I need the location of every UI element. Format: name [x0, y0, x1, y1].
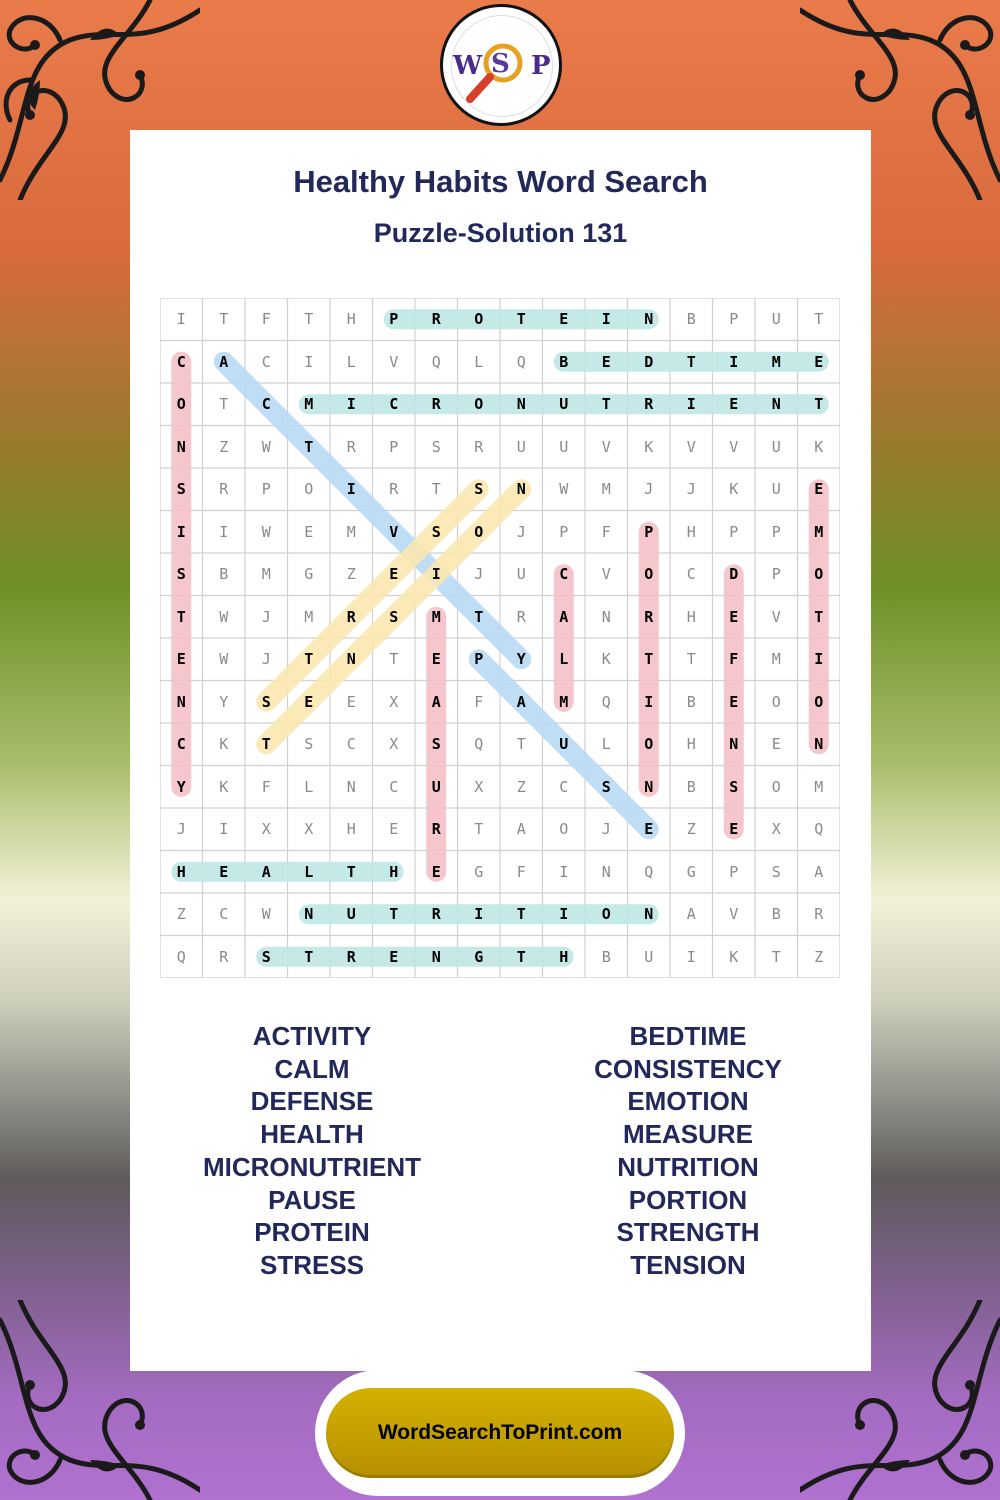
grid-cell[interactable]: Z	[219, 437, 229, 456]
grid-cell[interactable]: K	[219, 735, 229, 754]
grid-cell[interactable]: Q	[516, 352, 526, 371]
grid-cell[interactable]: L	[474, 352, 484, 371]
grid-cell[interactable]: M	[304, 607, 314, 626]
grid-cell[interactable]: T	[686, 650, 696, 669]
grid-cell[interactable]: Q	[814, 820, 824, 839]
grid-cell[interactable]: N	[304, 905, 314, 924]
grid-cell[interactable]: P	[729, 310, 739, 329]
grid-cell[interactable]: H	[346, 310, 356, 329]
grid-cell[interactable]: I	[474, 905, 484, 924]
grid-cell[interactable]: R	[644, 607, 654, 626]
grid-cell[interactable]: P	[559, 522, 569, 541]
grid-cell[interactable]: X	[389, 735, 399, 754]
grid-cell[interactable]: T	[431, 480, 441, 499]
grid-cell[interactable]: T	[516, 735, 526, 754]
grid-cell[interactable]: C	[176, 352, 186, 371]
grid-cell[interactable]: D	[644, 352, 654, 371]
grid-cell[interactable]: F	[729, 650, 739, 669]
grid-cell[interactable]: K	[219, 777, 229, 796]
grid-cell[interactable]: N	[346, 650, 356, 669]
grid-cell[interactable]: Z	[686, 820, 696, 839]
grid-cell[interactable]: S	[431, 522, 441, 541]
grid-cell[interactable]: J	[176, 820, 186, 839]
grid-cell[interactable]: L	[346, 352, 356, 371]
grid-cell[interactable]: E	[176, 650, 186, 669]
grid-cell[interactable]: D	[729, 565, 739, 584]
grid-cell[interactable]: H	[559, 947, 569, 966]
grid-cell[interactable]: P	[261, 480, 271, 499]
grid-cell[interactable]: S	[389, 607, 399, 626]
grid-cell[interactable]: R	[346, 947, 356, 966]
grid-cell[interactable]: O	[771, 692, 781, 711]
grid-cell[interactable]: M	[814, 777, 824, 796]
grid-cell[interactable]: S	[176, 565, 186, 584]
grid-cell[interactable]: M	[431, 607, 441, 626]
grid-cell[interactable]: U	[516, 437, 526, 456]
grid-cell[interactable]: I	[814, 650, 824, 669]
grid-cell[interactable]: S	[431, 437, 441, 456]
page-title: Healthy Habits Word Search	[293, 164, 708, 199]
grid-cell[interactable]: R	[431, 820, 441, 839]
grid-cell[interactable]: I	[346, 480, 356, 499]
site-logo[interactable]	[440, 4, 562, 126]
grid-cell[interactable]: O	[176, 395, 186, 414]
grid-cell[interactable]: E	[559, 310, 569, 329]
grid-cell[interactable]: K	[729, 480, 739, 499]
grid-cell[interactable]: M	[814, 522, 824, 541]
grid-cell[interactable]: P	[729, 862, 739, 881]
grid-cell[interactable]: N	[346, 777, 356, 796]
grid-cell[interactable]: M	[771, 650, 781, 669]
grid-cell[interactable]: T	[516, 947, 526, 966]
grid-cell[interactable]: B	[771, 905, 781, 924]
grid-cell[interactable]: K	[729, 947, 739, 966]
grid-cell[interactable]: R	[516, 607, 526, 626]
grid-cell[interactable]: Y	[219, 692, 229, 711]
word-list-item: MEASURE	[622, 1119, 753, 1150]
grid-cell[interactable]: U	[559, 395, 569, 414]
grid-cell[interactable]: O	[559, 820, 569, 839]
grid-cell[interactable]: N	[771, 395, 781, 414]
word-list-item: PROTEIN	[254, 1217, 370, 1248]
grid-cell[interactable]: T	[261, 735, 271, 754]
grid-cell[interactable]: U	[559, 437, 569, 456]
grid-cell[interactable]: U	[771, 310, 781, 329]
grid-cell[interactable]: A	[219, 352, 229, 371]
grid-cell[interactable]: V	[601, 437, 611, 456]
grid-cell[interactable]: O	[644, 735, 654, 754]
grid-cell[interactable]: Y	[176, 777, 186, 796]
grid-cell[interactable]: P	[389, 310, 399, 329]
grid-cell[interactable]: A	[261, 862, 271, 881]
word-list-right	[508, 1020, 868, 1282]
grid-cell[interactable]: F	[261, 310, 271, 329]
grid-cell[interactable]: C	[346, 735, 356, 754]
grid-cell[interactable]: O	[814, 692, 824, 711]
grid-cell[interactable]: B	[686, 777, 696, 796]
grid-cell[interactable]: E	[814, 352, 824, 371]
grid-cell[interactable]: M	[346, 522, 356, 541]
grid-cell[interactable]: N	[644, 777, 654, 796]
logo-letter-s: S	[491, 49, 510, 79]
word-list-item: PAUSE	[268, 1184, 356, 1215]
grid-cell[interactable]: J	[686, 480, 696, 499]
word-list-item: HEALTH	[260, 1119, 364, 1150]
grid-cell[interactable]: H	[346, 820, 356, 839]
grid-cell[interactable]: V	[729, 437, 739, 456]
grid-cell[interactable]: S	[431, 735, 441, 754]
grid-cell[interactable]: C	[686, 565, 696, 584]
logo-letter-w: W	[453, 51, 483, 81]
grid-cell[interactable]: B	[559, 352, 569, 371]
grid-cell[interactable]: C	[261, 352, 271, 371]
grid-cell[interactable]: A	[686, 905, 696, 924]
grid-cell[interactable]: F	[474, 692, 484, 711]
word-list-item: STRENGTH	[616, 1217, 760, 1248]
grid-cell[interactable]: L	[304, 862, 314, 881]
grid-cell[interactable]: N	[516, 395, 526, 414]
grid-cell[interactable]: I	[219, 820, 229, 839]
grid-cell[interactable]: T	[219, 310, 229, 329]
grid-cell[interactable]: S	[261, 692, 271, 711]
grid-cell[interactable]: T	[814, 607, 824, 626]
grid-cell[interactable]: O	[304, 480, 314, 499]
grid-cell[interactable]: Z	[814, 947, 824, 966]
grid-cell[interactable]: R	[644, 395, 654, 414]
grid-cell[interactable]: U	[516, 565, 526, 584]
grid-cell[interactable]: U	[346, 905, 356, 924]
word-list-item: NUTRITION	[617, 1151, 759, 1182]
grid-cell[interactable]: E	[389, 820, 399, 839]
grid-cell[interactable]: J	[474, 565, 484, 584]
grid-cell[interactable]: E	[601, 352, 611, 371]
grid-cell[interactable]: O	[474, 310, 484, 329]
grid-cell[interactable]: M	[304, 395, 314, 414]
grid-cell[interactable]: M	[261, 565, 271, 584]
grid-cell[interactable]: O	[601, 905, 611, 924]
grid-cell[interactable]: I	[729, 352, 739, 371]
grid-cell[interactable]: Z	[176, 905, 186, 924]
grid-cell[interactable]: U	[771, 480, 781, 499]
grid-cell[interactable]: P	[474, 650, 484, 669]
grid-cell[interactable]: C	[261, 395, 271, 414]
grid-cell[interactable]: R	[219, 947, 229, 966]
grid-cell[interactable]: B	[601, 947, 611, 966]
word-list-item: PORTION	[628, 1184, 748, 1215]
grid-cell[interactable]: E	[431, 862, 441, 881]
grid-cell[interactable]: Q	[431, 352, 441, 371]
grid-cell[interactable]: T	[219, 395, 229, 414]
grid-cell[interactable]: Q	[176, 947, 186, 966]
word-list-left	[132, 1020, 492, 1282]
grid-cell[interactable]: I	[644, 692, 654, 711]
grid-cell[interactable]: G	[474, 947, 484, 966]
grid-cell[interactable]: N	[601, 607, 611, 626]
grid-cell[interactable]: L	[601, 735, 611, 754]
grid-cell[interactable]: T	[346, 862, 356, 881]
grid-cell[interactable]: A	[431, 692, 441, 711]
grid-cell[interactable]: T	[814, 395, 824, 414]
grid-cell[interactable]: C	[389, 777, 399, 796]
grid-cell[interactable]: N	[644, 310, 654, 329]
grid-cell[interactable]: R	[346, 437, 356, 456]
grid-cell[interactable]: C	[219, 905, 229, 924]
grid-cell[interactable]: O	[644, 565, 654, 584]
grid-cell[interactable]: I	[601, 310, 611, 329]
grid-cell[interactable]: T	[516, 310, 526, 329]
grid-cell[interactable]: T	[601, 395, 611, 414]
grid-cell[interactable]: X	[474, 777, 484, 796]
word-search-grid	[160, 298, 840, 978]
grid-cell[interactable]: R	[431, 310, 441, 329]
grid-cell[interactable]: P	[729, 522, 739, 541]
grid-cell[interactable]: C	[559, 777, 569, 796]
grid-cell[interactable]: T	[686, 352, 696, 371]
grid-cell[interactable]: K	[644, 437, 654, 456]
grid-cell[interactable]: Y	[516, 650, 526, 669]
grid-cell[interactable]: W	[219, 607, 229, 626]
grid-cell[interactable]: O	[814, 565, 824, 584]
grid-cell[interactable]: F	[601, 522, 611, 541]
grid-cell[interactable]: O	[474, 395, 484, 414]
grid-cell[interactable]: V	[389, 522, 399, 541]
grid-cell[interactable]: E	[814, 480, 824, 499]
grid-cell[interactable]: T	[176, 607, 186, 626]
letter-grid	[160, 298, 840, 978]
grid-cell[interactable]: T	[516, 905, 526, 924]
grid-cell[interactable]: J	[601, 820, 611, 839]
grid-cell[interactable]: V	[729, 905, 739, 924]
grid-cell[interactable]: I	[559, 905, 569, 924]
grid-cell[interactable]: N	[729, 735, 739, 754]
grid-cell[interactable]: R	[814, 905, 824, 924]
grid-cell[interactable]: P	[644, 522, 654, 541]
grid-cell[interactable]: E	[729, 395, 739, 414]
grid-cell[interactable]: C	[389, 395, 399, 414]
grid-cell[interactable]: T	[644, 650, 654, 669]
grid-cell[interactable]: H	[176, 862, 186, 881]
grid-cell[interactable]: E	[729, 820, 739, 839]
grid-cell[interactable]: R	[474, 437, 484, 456]
grid-cell[interactable]: P	[389, 437, 399, 456]
grid-cell[interactable]: T	[304, 437, 314, 456]
grid-cell[interactable]: E	[219, 862, 229, 881]
grid-cell[interactable]: N	[431, 947, 441, 966]
grid-cell[interactable]: Q	[644, 862, 654, 881]
grid-cell[interactable]: G	[474, 862, 484, 881]
grid-cell[interactable]: I	[431, 565, 441, 584]
grid-cell[interactable]: S	[304, 735, 314, 754]
grid-cell[interactable]: I	[346, 395, 356, 414]
grid-cell[interactable]: S	[729, 777, 739, 796]
grid-cell[interactable]: T	[304, 947, 314, 966]
grid-cell[interactable]: J	[261, 607, 271, 626]
grid-cell[interactable]: A	[516, 820, 526, 839]
grid-cell[interactable]: I	[304, 352, 314, 371]
word-list-item: BEDTIME	[629, 1021, 747, 1051]
grid-cell[interactable]: E	[729, 607, 739, 626]
grid-cell[interactable]: C	[559, 565, 569, 584]
grid-cell[interactable]: S	[261, 947, 271, 966]
grid-cell[interactable]: X	[771, 820, 781, 839]
grid-cell[interactable]: E	[771, 735, 781, 754]
grid-cell[interactable]: U	[644, 947, 654, 966]
grid-cell[interactable]: T	[389, 650, 399, 669]
grid-cell[interactable]: A	[559, 607, 569, 626]
grid-cell[interactable]: N	[516, 480, 526, 499]
grid-cell[interactable]: C	[176, 735, 186, 754]
grid-cell[interactable]: V	[601, 565, 611, 584]
grid-cell[interactable]: Q	[474, 735, 484, 754]
grid-cell[interactable]: E	[431, 650, 441, 669]
grid-cell[interactable]: L	[559, 650, 569, 669]
grid-cell[interactable]: I	[686, 947, 696, 966]
grid-cell[interactable]: N	[176, 437, 186, 456]
grid-cell[interactable]: S	[474, 480, 484, 499]
grid-cell[interactable]: U	[771, 437, 781, 456]
grid-cell[interactable]: J	[516, 522, 526, 541]
grid-cell[interactable]: X	[304, 820, 314, 839]
grid-cell[interactable]: S	[771, 862, 781, 881]
grid-cell[interactable]: U	[559, 735, 569, 754]
grid-cell[interactable]: H	[686, 607, 696, 626]
logo-letter-p: P	[531, 51, 551, 81]
grid-cell[interactable]: I	[219, 522, 229, 541]
grid-cell[interactable]: I	[686, 395, 696, 414]
grid-cell[interactable]: B	[686, 692, 696, 711]
grid-cell[interactable]: T	[389, 905, 399, 924]
grid-cell[interactable]: V	[771, 607, 781, 626]
grid-cell[interactable]: W	[559, 480, 569, 499]
grid-cell[interactable]: U	[431, 777, 441, 796]
grid-cell[interactable]: X	[261, 820, 271, 839]
grid-cell[interactable]: E	[346, 692, 356, 711]
grid-cell[interactable]: T	[814, 310, 824, 329]
grid-cell[interactable]: T	[474, 607, 484, 626]
grid-cell[interactable]: A	[516, 692, 526, 711]
grid-cell[interactable]: B	[686, 310, 696, 329]
grid-cell[interactable]: T	[304, 310, 314, 329]
word-list-item: EMOTION	[627, 1086, 749, 1117]
grid-cell[interactable]: T	[304, 650, 314, 669]
grid-cell[interactable]: I	[176, 522, 186, 541]
grid-cell[interactable]: B	[219, 565, 229, 584]
grid-cell[interactable]: V	[389, 352, 399, 371]
grid-cell[interactable]: N	[814, 735, 824, 754]
grid-cell[interactable]: T	[474, 820, 484, 839]
grid-cell[interactable]: H	[686, 735, 696, 754]
grid-cell[interactable]: R	[431, 905, 441, 924]
grid-cell[interactable]: P	[771, 565, 781, 584]
grid-cell[interactable]: V	[686, 437, 696, 456]
page-subtitle: Puzzle-Solution 131	[373, 218, 628, 248]
grid-cell[interactable]: O	[474, 522, 484, 541]
word-list-item: ACTIVITY	[252, 1021, 372, 1051]
grid-cell[interactable]: G	[304, 565, 314, 584]
grid-cell[interactable]: M	[771, 352, 781, 371]
grid-cell[interactable]: O	[771, 777, 781, 796]
grid-cell[interactable]: N	[176, 692, 186, 711]
footer-site-link[interactable]: WordSearchToPrint.com	[326, 1388, 674, 1478]
grid-cell[interactable]: S	[176, 480, 186, 499]
grid-cell[interactable]: J	[261, 650, 271, 669]
grid-cell[interactable]: Z	[516, 777, 526, 796]
grid-cell[interactable]: I	[559, 862, 569, 881]
grid-cell[interactable]: N	[601, 862, 611, 881]
grid-cell[interactable]: E	[304, 692, 314, 711]
grid-cell[interactable]: G	[686, 862, 696, 881]
grid-cell[interactable]: F	[516, 862, 526, 881]
grid-cell[interactable]: E	[389, 565, 399, 584]
grid-cell[interactable]: I	[176, 310, 186, 329]
grid-cell[interactable]: R	[389, 480, 399, 499]
grid-cell[interactable]: L	[304, 777, 314, 796]
grid-cell[interactable]: E	[729, 692, 739, 711]
grid-cell[interactable]: M	[559, 692, 569, 711]
grid-cell[interactable]: W	[261, 522, 271, 541]
grid-cell[interactable]: A	[814, 862, 824, 881]
grid-cell[interactable]: Q	[601, 692, 611, 711]
grid-cell[interactable]: E	[389, 947, 399, 966]
grid-cell[interactable]: E	[304, 522, 314, 541]
grid-cell[interactable]: N	[644, 905, 654, 924]
word-list-item: CALM	[274, 1053, 350, 1084]
grid-cell[interactable]: W	[261, 905, 271, 924]
grid-cell[interactable]: E	[644, 820, 654, 839]
grid-cell[interactable]: T	[771, 947, 781, 966]
grid-cell[interactable]: K	[814, 437, 824, 456]
grid-cell[interactable]: F	[261, 777, 271, 796]
word-list-item: MICRONUTRIENT	[202, 1151, 422, 1182]
grid-cell[interactable]: M	[601, 480, 611, 499]
grid-cell[interactable]: H	[686, 522, 696, 541]
word-list-item: STRESS	[259, 1249, 365, 1280]
grid-cell[interactable]: H	[389, 862, 399, 881]
word-list-item: DEFENSE	[250, 1086, 374, 1117]
grid-cell[interactable]: S	[601, 777, 611, 796]
grid-cell[interactable]: R	[431, 395, 441, 414]
grid-cell[interactable]: R	[219, 480, 229, 499]
grid-cell[interactable]: J	[644, 480, 654, 499]
grid-cell[interactable]: R	[346, 607, 356, 626]
grid-cell[interactable]: P	[771, 522, 781, 541]
grid-cell[interactable]: W	[219, 650, 229, 669]
grid-cell[interactable]: W	[261, 437, 271, 456]
grid-cell[interactable]: K	[601, 650, 611, 669]
grid-cell[interactable]: X	[389, 692, 399, 711]
grid-cell[interactable]: Z	[346, 565, 356, 584]
word-list-item: TENSION	[630, 1249, 746, 1280]
word-list-item: CONSISTENCY	[594, 1053, 782, 1084]
